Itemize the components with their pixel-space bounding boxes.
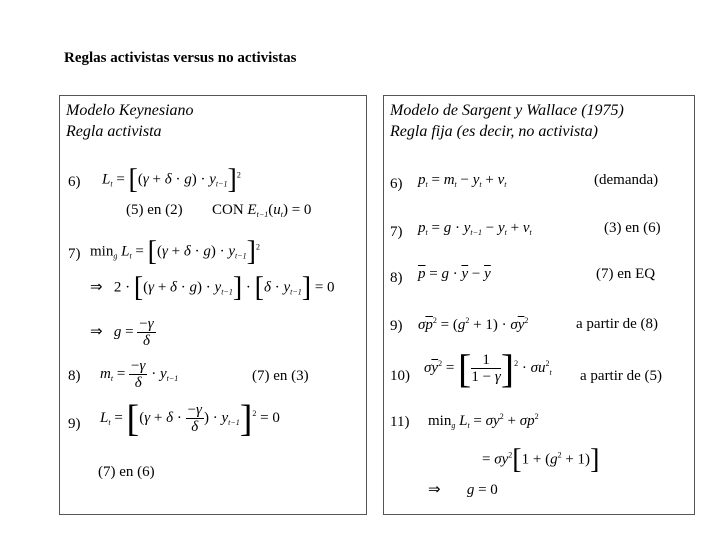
right-eq7-number: 7) [390, 224, 403, 240]
left-g-solution: ⇒ g = $\frac{-\gamma}{\delta}$ [90, 316, 154, 349]
left-eq7-number: 7) [68, 246, 81, 262]
right-eq11-number: 11) [390, 414, 410, 430]
left-header-rule: Regla activista [66, 123, 162, 140]
implies-icon: ⇒ [428, 480, 441, 498]
right-eq8-note: (7) en EQ [596, 266, 656, 282]
left-header [66, 100, 194, 142]
right-eq7-formula: $p_t = g \cdot y_{t-1} - y_t + v_t$ [418, 220, 532, 237]
right-header [390, 100, 624, 142]
left-foc-formula: ⇒ $2 \cdot [(\gamma + \delta \cdot g) \cdot y_{t-1}] \cdot [\delta \cdot y_{t-1}] = 0$ [90, 272, 335, 303]
right-eq11-expansion: = $\sigma y^2[1 + (g^2 + 1)]$ [482, 444, 600, 475]
left-eq8-number: 8) [68, 368, 81, 384]
right-eq9-number: 9) [390, 318, 403, 334]
left-expectation-formula: CON $E_{t-1}(u_t) = 0$ [212, 202, 312, 219]
right-eq8-number: 8) [390, 270, 403, 286]
right-eq10-note: a partir de (5) [580, 368, 663, 384]
left-header-model: Modelo Keynesiano [66, 102, 194, 119]
left-eq6-formula: $L_t = [(\gamma + \delta \cdot g) \cdot y_{t-1}]^2$ [102, 164, 241, 195]
right-eq11-solution: ⇒ g = 0 [428, 480, 498, 498]
right-eq10-formula: $\sigma\overline{y}^2$ = [ $\frac{1}{1 - \gamma}$ ]$^2 \cdot \sigma u^2_t$ [424, 345, 552, 391]
left-eq9-number: 9) [68, 416, 81, 432]
sargent-wallace-panel [383, 95, 695, 515]
right-eq7-note: (3) en (6) [604, 220, 661, 236]
right-eq8-formula: $\overline{p} = g \cdot \overline{y} - \overline{y}$ [418, 266, 491, 282]
right-eq6-formula: $p_t = m_t - y_t + v_t$ [418, 172, 507, 189]
keynesian-model-panel [59, 95, 367, 515]
left-eq6-note: (5) en (2) [126, 202, 183, 218]
left-eq8-formula: $m_t$ = $\frac{-\gamma}{\delta}$ · $y_{t-1}$ [100, 358, 179, 391]
slide-title: Reglas activistas versus no activistas [64, 50, 297, 66]
right-eq11-formula: $\min_g L_t = \sigma y^2 + \sigma p^2$ [428, 412, 539, 430]
implies-icon: ⇒ [90, 277, 103, 296]
left-eq8-note: (7) en (3) [252, 368, 309, 384]
left-eq9-note: (7) en (6) [98, 464, 155, 480]
right-eq9-formula: $\sigma\overline{p}^2 = (g^2 + 1) \cdot \sigma\overline{y}^2$ [418, 316, 529, 333]
left-eq6-number: 6) [68, 174, 81, 190]
right-eq6-note: (demanda) [594, 172, 659, 188]
right-header-model: Modelo de Sargent y Wallace (1975) [390, 102, 624, 119]
right-eq9-note: a partir de (8) [576, 316, 659, 332]
left-eq9-formula: $L_t = [(\gamma + \delta$ · $\frac{-\gamma}{\delta}$ ) · $y_{t-1}]^2 = 0$ [100, 397, 280, 440]
right-eq10-number: 10) [390, 368, 410, 384]
left-eq7-formula: $\min_g L_t = [(\gamma + \delta \cdot g) \cdot y_{t-1}]^2$ [90, 236, 260, 267]
right-header-rule: Regla fija (es decir, no activista) [390, 123, 598, 140]
implies-icon: ⇒ [90, 321, 103, 340]
right-eq6-number: 6) [390, 176, 403, 192]
